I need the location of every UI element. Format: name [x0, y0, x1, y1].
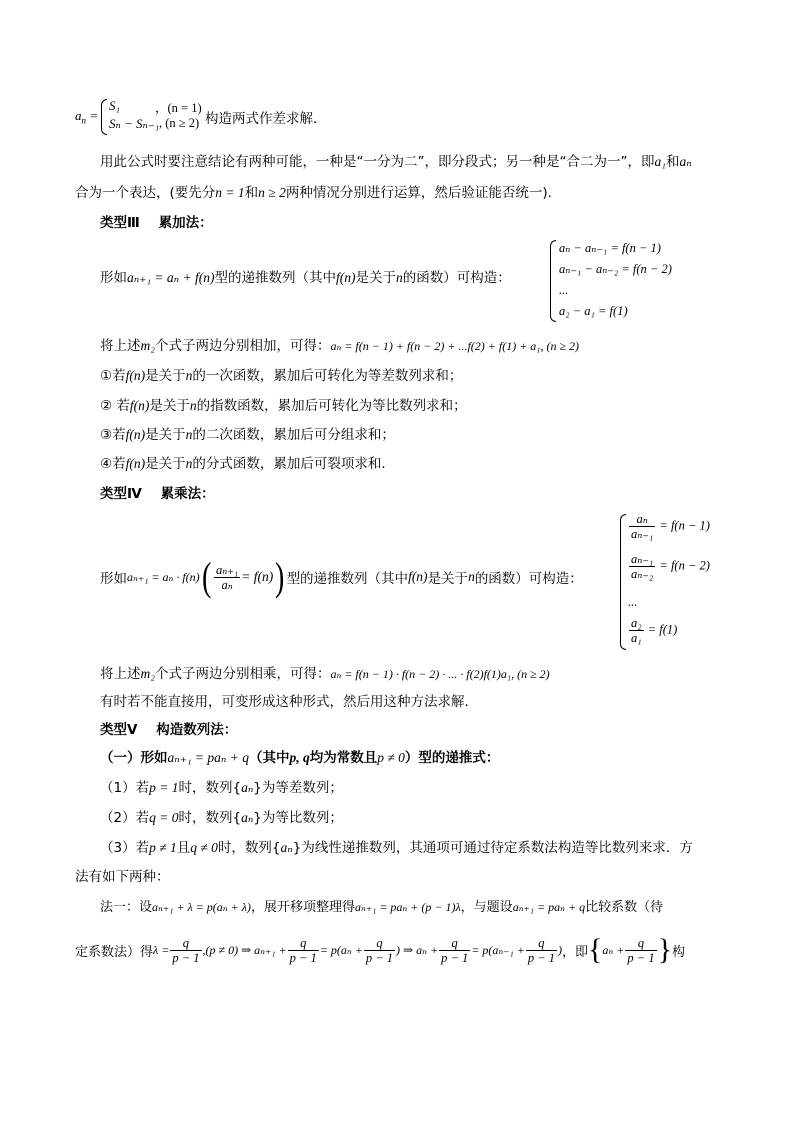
- right-paren: ): [275, 554, 285, 599]
- para1-line2: 合为一个表达，(要先分n = 1和n ≥ 2两种情况分别进行运算，然后验证能否统一)．: [75, 185, 562, 201]
- type4-system-row: ...: [628, 595, 638, 609]
- type3-system-row: aₙ₋₁ − aₙ₋₂ = f(n − 2): [559, 262, 672, 276]
- fraction-q-over-p-minus-1: $\frac{q}{p - 1}$: [441, 935, 469, 965]
- type5-case-1: （1）若p = 1时，数列{aₙ}为等差数列；: [100, 780, 343, 796]
- type5-method1: 法一：设aₙ₊₁ + λ = p(aₙ + λ)，展开移项整理得aₙ₊₁ = paₙ + (p − 1)λ，与题设aₙ₊₁ = paₙ + q比较系数（待: [100, 900, 664, 915]
- type4-heading: 类型Ⅳ 累乘法：: [100, 486, 215, 502]
- type3-system-brace: [550, 240, 556, 322]
- type4-form: 形如 aₙ₊₁ = aₙ · f(n) ( $\frac{\text{aₙ₊₁}}{\text{aₙ}}$ = f(n) ) 型的递推数列（其中 f(n) 是关于 n 的函数）可构造：: [100, 554, 583, 599]
- fraction-q-over-p-minus-1: $\frac{q}{p - 1}$: [365, 935, 394, 965]
- type5-subheading: （一）形如aₙ₊₁ = paₙ + q（其中p, q均为常数且p ≠ 0）型的递推式：: [100, 750, 500, 766]
- type4-system-brace: [620, 514, 626, 650]
- fraction-q-over-p-minus-1: $\frac{q}{p - 1}$: [289, 935, 317, 965]
- type3-system-row: ...: [559, 283, 569, 297]
- type3-system: [550, 238, 750, 324]
- type5-case-3: （3）若p ≠ 1且q ≠ 0时，数列{aₙ}为线性递推数列，其通项可通过待定系数法构造等比数列来求．方: [100, 840, 693, 856]
- piecewise-case1-cond: ，(n = 1): [155, 101, 202, 115]
- left-curly-brace: {: [588, 933, 603, 966]
- type4-system-row: $\frac{\text{a₂}}{\text{a₁}}$ = f(1): [631, 616, 678, 645]
- type3-system-row: aₙ − aₙ₋₁ = f(n − 1): [559, 241, 661, 255]
- type4-system: [620, 512, 780, 652]
- piecewise-lhs: $a_n$ =: [75, 108, 99, 126]
- type3-item-2: ② 若f(n)是关于n的指数函数，累加后可转化为等比数列求和；: [100, 398, 467, 414]
- type3-sum: 将上述m₂个式子两边分别相加，可得：aₙ = f(n − 1) + f(n − 2) + ...f(2) + f(1) + a₁, (n ≥ 2): [100, 338, 580, 354]
- piecewise-case1-expr: S₁: [109, 98, 121, 113]
- para1-line1: 用此公式时要注意结论有两种可能，一种是“一分为二”，即分段式；另一种是“合二为一”，即a₁和aₙ: [100, 154, 692, 170]
- type5-method1-cont: 定系数法）得 λ = $\frac{q}{p - 1}$ ,(p ≠ 0) ⇒ aₙ₊₁ + $\frac{q}{p - 1}$ = p(aₙ + $\frac{q}{p - 1}$ ) ⇒ aₙ + $\frac{q}{p - 1}$ = p(aₙ₋₁ + $\frac{q}{p - 1}$ ) ，即 { aₙ + $\frac{q}{p - 1}$ } 构: [75, 933, 685, 966]
- fraction-q-over-p-minus-1: $\frac{q}{p - 1}$: [172, 935, 200, 965]
- type5-case-2: （2）若q = 0时，数列{aₙ}为等比数列；: [100, 810, 343, 826]
- piecewise-tail: 构造两式作差求解．: [205, 111, 327, 127]
- right-curly-brace: }: [657, 933, 672, 966]
- type3-item-3: ③若f(n)是关于n的二次函数，累加后可分组求和；: [100, 427, 395, 443]
- fraction-q-over-p-minus-1: $\frac{q}{p - 1}$: [627, 935, 655, 965]
- type4-product: 将上述m₂个式子两边分别相乘，可得：aₙ = f(n − 1) · f(n − 2) · ... · f(2)f(1)a₁, (n ≥ 2): [100, 666, 550, 682]
- piecewise-formula: [75, 96, 375, 136]
- type3-item-1: ①若f(n)是关于n的一次函数，累加后可转化为等差数列求和；: [100, 368, 463, 384]
- type5-case-3-cont: 法有如下两种：: [75, 869, 170, 885]
- left-paren: (: [201, 554, 211, 599]
- piecewise-case2-expr: Sₙ − Sₙ₋₁: [109, 116, 160, 131]
- piecewise-case2-cond: , (n ≥ 2): [159, 116, 200, 130]
- type4-system-row: $\frac{\text{aₙ₋₁}}{\text{aₙ₋₂}}$ = f(n − 2): [631, 552, 710, 581]
- type3-item-4: ④若f(n)是关于n的分式函数，累加后可裂项求和．: [100, 456, 395, 472]
- type3-heading: 类型Ⅲ 累加法：: [100, 215, 213, 231]
- piecewise-brace: [101, 99, 107, 135]
- type4-system-row: $\frac{\text{aₙ}}{\text{aₙ₋₁}}$ = f(n − 1): [631, 512, 710, 541]
- type3-form: 形如aₙ₊₁ = aₙ + f(n)型的递推数列（其中f(n)是关于n的函数）可构造：: [100, 270, 511, 286]
- type3-system-row: a₂ − a₁ = f(1): [559, 304, 628, 318]
- fraction-q-over-p-minus-1: $\frac{q}{p - 1}$: [527, 935, 555, 965]
- type4-note: 有时若不能直接用，可变形成这种形式，然后用这种方法求解．: [100, 694, 478, 710]
- type5-heading: 类型Ⅴ 构造数列法：: [100, 722, 238, 738]
- type4-fraction: $\frac{\text{aₙ₊₁}}{\text{aₙ}}$: [215, 562, 239, 592]
